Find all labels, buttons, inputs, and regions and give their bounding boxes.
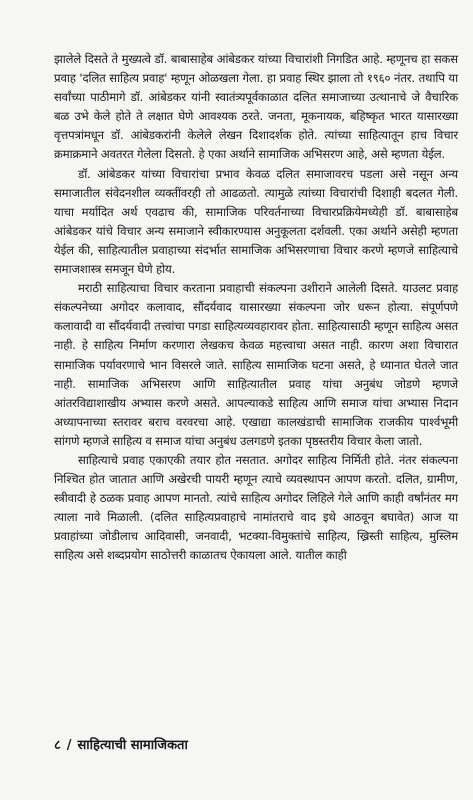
- paragraph-1: झालेले दिसते ते मुख्यत्वे डॉ. बाबासाहेब आंबेडकर यांच्या विचारांशी निगडित आहे. म्हणूनच हा सकस प्रवाह 'दलित साहित्य प्रवाह' म्हणून ओळखला गेला. हा प्रवाह स्थिर झाला तो १९६० नंतर. तथापि या सर्वांच्या पाठीमागे डॉ. आंबेडकर यांनी स्वातंत्र्यपूर्वकाळात दलित समाजाच्या उत्थानाचे जे वैचारिक बळ उभे केले होते ते लक्षात घेणे आवश्यक ठरते. जनता, मूकनायक, बहिष्कृत भारत यासारख्या वृत्तपत्रांमधून डॉ. आंबेडकरांनी केलेले लेखन दिशादर्शक होते. त्यांच्या साहित्यातून हाच विचार क्रमाक्रमाने अवतरत गेलेला दिसतो. हे एका अर्थाने सामाजिक अभिसरण आहे, असे म्हणता येईल.: [54, 52, 458, 162]
- paragraph-4: साहित्याचे प्रवाह एकाएकी तयार होत नसतात. अगोदर साहित्य निर्मिती होते. नंतर संकल्पना निश्चित होत जातात आणि अखेरची पायरी म्हणून त्याचे व्यवस्थापन आपण करतो. दलित, ग्रामीण, स्त्रीवादी हे ठळक प्रवाह आपण मानतो. त्यांचे साहित्य अगोदर लिहिले गेले आणि काही वर्षांनंतर मग त्याला नावे मिळाली. (दलित साहित्यप्रवाहाचे नामांतराचे वाद इथे आठवून बघावेत) आज या प्रवाहांच्या जोडीलाच आदिवासी, जनवादी, भटक्या-विमुक्तांचे साहित्य, ख्रिस्ती साहित्य, मुस्लिम साहित्य असे शब्दप्रयोग साठोत्तरी काळातच ऐकायला आले. यातील काही: [54, 452, 458, 563]
- body-text: [54, 50, 458, 566]
- page-number: ८: [54, 738, 61, 753]
- page-footer: [54, 735, 188, 753]
- paragraph-2: डॉ. आंबेडकर यांच्या विचारांचा प्रभाव केवळ दलित समाजावरच पडला असे नसून अन्य समाजातील संवेदनशील व्यक्तींवरही तो आढळतो. त्यामुळे त्यांच्या विचारांची दिशाही बदलत गेली. याचा मर्यादित अर्थ एवढाच की, सामाजिक परिवर्तनाच्या विचारप्रक्रियेमध्येही डॉ. बाबासाहेब आंबेडकर यांचे विचार अन्य समाजाने स्वीकारण्यास अनुकूलता दर्शवली. एका अर्थाने असेही म्हणता येईल की, साहित्यातील प्रवाहाच्या संदर्भात सामाजिक अभिसरणाचा विचार करणे म्हणजे साहित्याचे समाजशास्त्र समजून घेणे होय.: [54, 166, 458, 277]
- running-title: साहित्याची सामाजिकता: [77, 738, 188, 753]
- paragraph-3: मराठी साहित्याचा विचार करताना प्रवाहाची संकल्पना उशीराने आलेली दिसते. याउलट प्रवाह संकल्पनेच्या अगोदर कलावाद, सौंदर्यवाद यासारख्या संकल्पना जोर धरून होत्या. संपूर्णपणे कलावादी वा सौंदर्यवादी तत्त्वांचा पगडा साहित्यव्यवहारावर होता. साहित्यासाठी म्हणून साहित्य असत नाही. हे साहित्य निर्माण करणारा लेखकच केवळ महत्त्वाचा असत नाही. कारण अशा विचारात सामाजिक पर्यावरणाचे भान विसरले जाते. साहित्य सामाजिक घटना असते, हे ध्यानात घेतले जात नाही. सामाजिक अभिसरण आणि साहित्यातील प्रवाह यांचा अनुबंध जोडणे म्हणजे आंतरविद्याशाखीय अभ्यास करणे असते. आपल्याकडे साहित्य आणि समाज यांचा अभ्यास निदान अध्यापनाच्या स्तरावर बराच वरवरचा आहे. एखाद्या कालखंडाची सामाजिक राजकीय पार्श्वभूमी सांगणे म्हणजे साहित्य व समाज यांचा अनुबंध उलगडणे इतका पृष्ठस्तरीय विचार केला जातो.: [54, 281, 458, 448]
- footer-separator: /: [66, 738, 72, 753]
